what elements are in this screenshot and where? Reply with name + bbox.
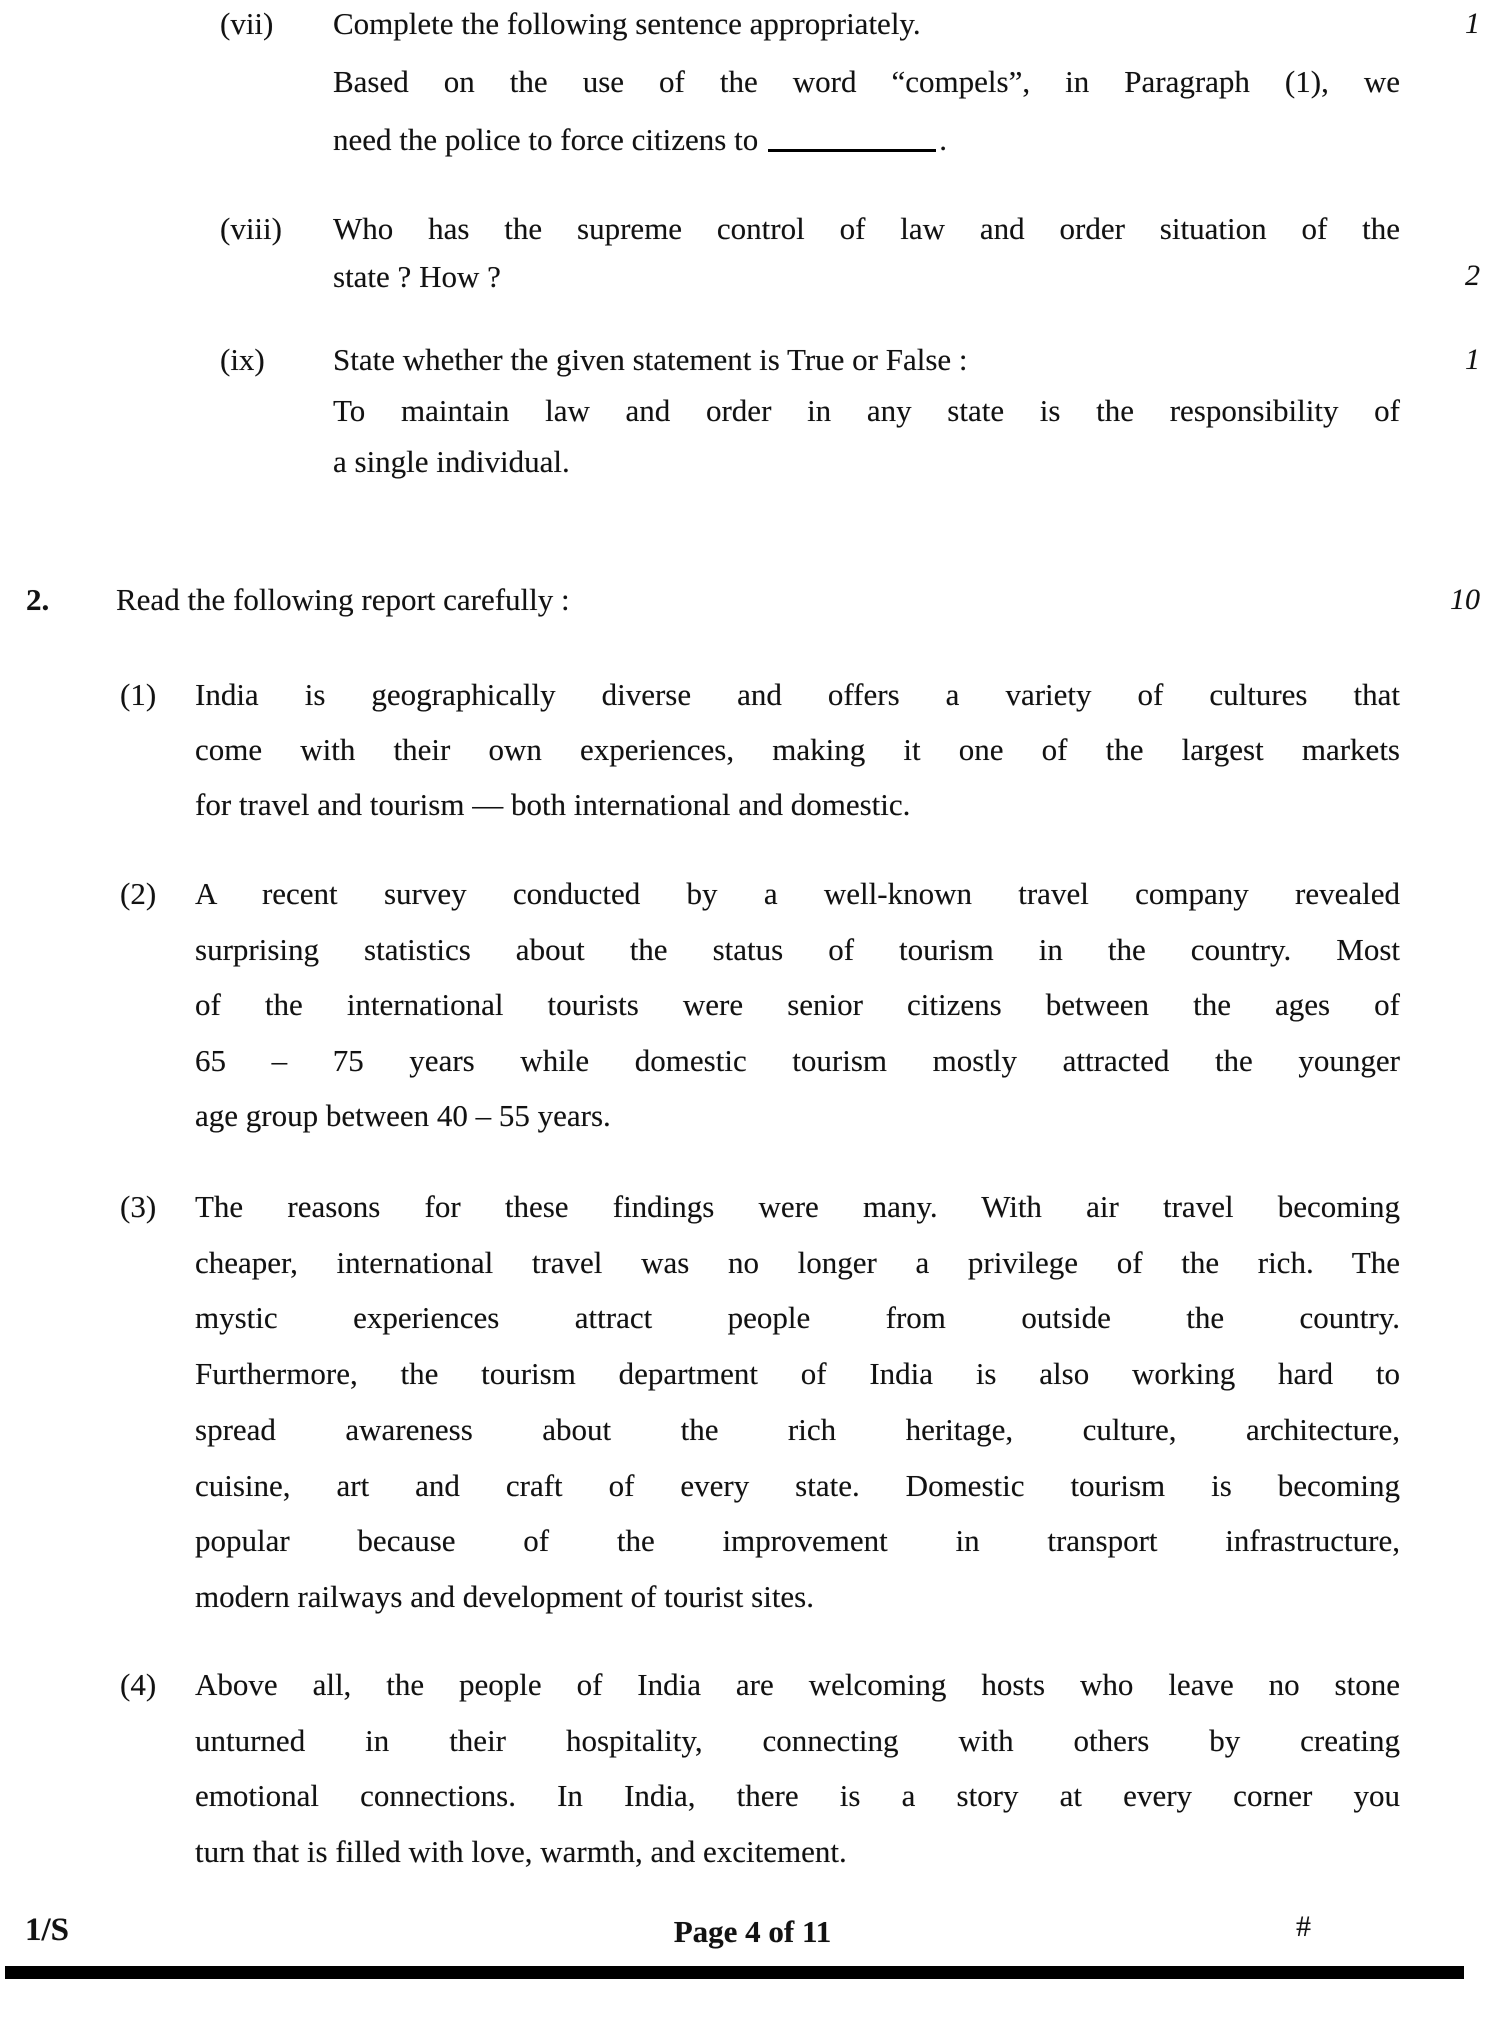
paragraph-line: The reasons for these findings were many. With air travel becoming (195, 1189, 1400, 1224)
footer-rule (5, 1966, 1464, 1979)
footer-paper-code: 1/S (25, 1912, 70, 1948)
report-paragraph-4 (0, 1657, 1505, 1880)
question-line: To maintain law and order in any state is the responsibility of (333, 393, 1400, 428)
question-title: Read the following report carefully : (116, 582, 570, 617)
report-paragraph-3 (0, 1179, 1505, 1625)
question-line: Complete the following sentence appropriately. (333, 6, 921, 41)
paragraph-line: modern railways and development of tourist sites. (195, 1578, 815, 1614)
paragraph-line: India is geographically diverse and offers a variety of cultures that (195, 677, 1400, 712)
fill-post-text: . (939, 122, 947, 157)
paragraph-label: (2) (120, 876, 157, 911)
paragraph-label: (1) (120, 677, 157, 712)
paragraph-line: of the international tourists were senior citizens between the ages of (195, 987, 1400, 1022)
paragraph-line: 65 – 75 years while domestic tourism mostly attracted the younger (195, 1042, 1400, 1078)
paragraph-label: (4) (120, 1667, 157, 1702)
fill-pre-text: need the police to force citizens to (333, 122, 759, 157)
question-label: (ix) (220, 342, 265, 377)
paragraph-line: age group between 40 – 55 years. (195, 1098, 611, 1133)
paragraph-line: unturned in their hospitality, connecting with others by creating (195, 1722, 1400, 1758)
question-line: Based on the use of the word “compels”, in Paragraph (1), we (333, 64, 1400, 99)
question-line (333, 111, 1400, 169)
question-label: (vii) (220, 6, 274, 41)
question-2-heading (0, 571, 1505, 629)
question-item-vii (0, 0, 1505, 169)
question-label: (viii) (220, 211, 282, 246)
paragraph-line: turn that is filled with love, warmth, and excitement. (195, 1834, 847, 1870)
paragraph-line: cuisine, art and craft of every state. Domestic tourism is becoming (195, 1467, 1400, 1503)
paragraph-line: Furthermore, the tourism department of India is also working hard to (195, 1356, 1400, 1392)
marks-value: 1 (1465, 343, 1480, 376)
answer-blank (768, 149, 936, 152)
question-line: Who has the supreme control of law and order situation of the (333, 211, 1400, 246)
paragraph-line: Above all, the people of India are welcoming hosts who leave no stone (195, 1667, 1400, 1702)
footer-page-number: Page 4 of 11 (673, 1914, 832, 1949)
marks-value: 1 (1465, 7, 1480, 40)
marks-value: 2 (1465, 259, 1480, 292)
paragraph-line: for travel and tourism — both international and domestic. (195, 787, 911, 822)
question-line: a single individual. (333, 444, 570, 479)
question-line: state ? How ? (333, 259, 501, 294)
marks-value: 10 (1450, 583, 1480, 616)
paragraph-line: popular because of the improvement in transport infrastructure, (195, 1523, 1400, 1559)
paragraph-label: (3) (120, 1189, 157, 1224)
question-item-ix (0, 334, 1505, 487)
paragraph-line: spread awareness about the rich heritage, culture, architecture, (195, 1411, 1400, 1447)
paragraph-line: emotional connections. In India, there is a story at every corner you (195, 1778, 1400, 1814)
paragraph-line: cheaper, international travel was no longer a privilege of the rich. The (195, 1244, 1400, 1280)
paragraph-line: come with their own experiences, making it one of the largest markets (195, 732, 1400, 767)
footer-hash-mark: # (1296, 1910, 1311, 1943)
question-item-viii (0, 205, 1505, 301)
paragraph-line: A recent survey conducted by a well-known travel company revealed (195, 876, 1400, 911)
report-paragraph-1 (0, 667, 1505, 832)
paragraph-line: mystic experiences attract people from outside the country. (195, 1300, 1400, 1336)
question-number: 2. (26, 582, 50, 617)
report-paragraph-2 (0, 866, 1505, 1144)
question-line: State whether the given statement is True or False : (333, 342, 968, 377)
paragraph-line: surprising statistics about the status of tourism in the country. Most (195, 931, 1400, 967)
